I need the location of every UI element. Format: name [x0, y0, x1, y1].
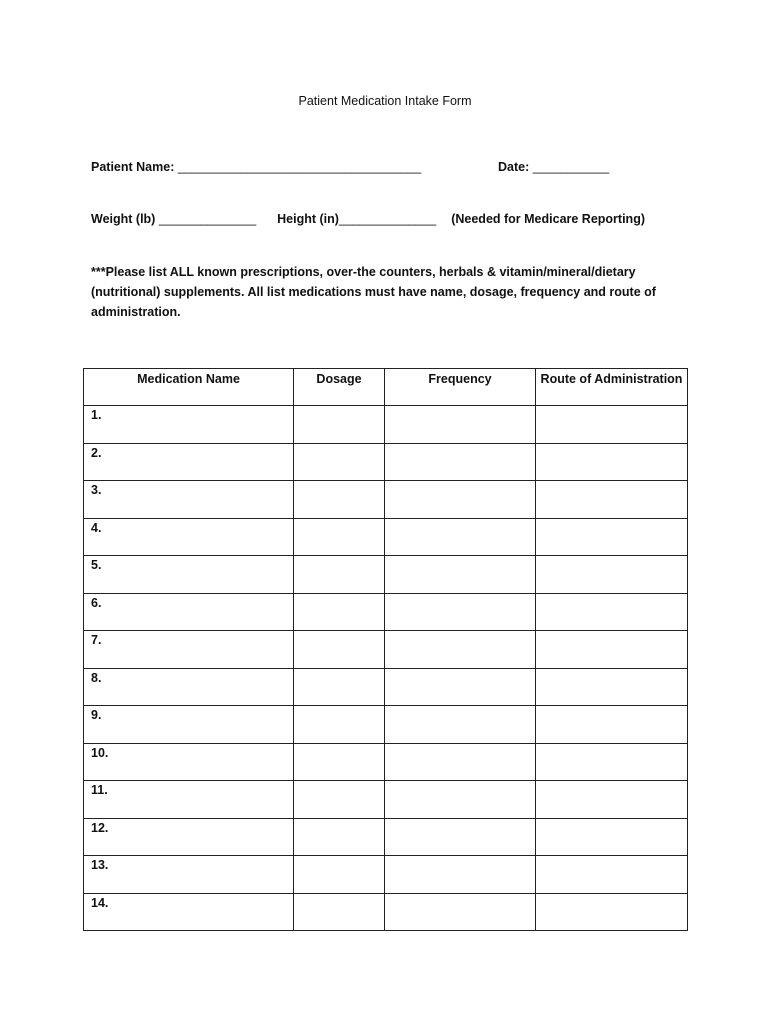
- frequency-cell[interactable]: [385, 856, 536, 894]
- weight-label: Weight (lb): [91, 212, 156, 226]
- dosage-cell[interactable]: [294, 443, 385, 481]
- medication-table: [83, 368, 688, 931]
- page-title: Patient Medication Intake Form: [298, 94, 472, 108]
- frequency-cell[interactable]: [385, 706, 536, 744]
- table-row: [84, 668, 688, 706]
- route-cell[interactable]: [536, 631, 688, 669]
- date-label: Date:: [498, 160, 530, 174]
- instructions-text: ***Please list ALL known prescriptions, over-the counters, herbals & vitamin/mineral/dietary (nutritional) supplements. All list medications must have name, dosage, frequency and route of administration.: [91, 265, 656, 319]
- table-row: [84, 818, 688, 856]
- table-header-row: [84, 369, 688, 406]
- frequency-cell[interactable]: [385, 781, 536, 819]
- medication-name-cell[interactable]: 4.: [84, 518, 294, 556]
- route-cell[interactable]: [536, 443, 688, 481]
- medicare-note: (Needed for Medicare Reporting): [451, 212, 645, 226]
- height-blank[interactable]: ______________: [338, 212, 437, 226]
- frequency-cell[interactable]: [385, 593, 536, 631]
- route-cell[interactable]: [536, 781, 688, 819]
- frequency-cell[interactable]: [385, 443, 536, 481]
- route-cell[interactable]: [536, 518, 688, 556]
- dosage-cell[interactable]: [294, 668, 385, 706]
- medication-name-cell[interactable]: 5.: [84, 556, 294, 594]
- dosage-cell[interactable]: [294, 481, 385, 519]
- table-row: [84, 556, 688, 594]
- medication-name-cell[interactable]: 2.: [84, 443, 294, 481]
- dosage-cell[interactable]: [294, 743, 385, 781]
- frequency-cell[interactable]: [385, 818, 536, 856]
- frequency-cell[interactable]: [385, 631, 536, 669]
- frequency-cell[interactable]: [385, 743, 536, 781]
- header-route: Route of Administration: [536, 369, 688, 406]
- medication-name-cell[interactable]: 14.: [84, 893, 294, 931]
- table-row: [84, 406, 688, 444]
- frequency-cell[interactable]: [385, 556, 536, 594]
- medication-name-cell[interactable]: 10.: [84, 743, 294, 781]
- date-blank[interactable]: ___________: [532, 160, 610, 174]
- table-row: [84, 631, 688, 669]
- medication-name-cell[interactable]: 9.: [84, 706, 294, 744]
- dosage-cell[interactable]: [294, 893, 385, 931]
- weight-height-row: [91, 212, 645, 226]
- frequency-cell[interactable]: [385, 893, 536, 931]
- frequency-cell[interactable]: [385, 668, 536, 706]
- header-frequency: Frequency: [385, 369, 536, 406]
- dosage-cell[interactable]: [294, 593, 385, 631]
- route-cell[interactable]: [536, 856, 688, 894]
- route-cell[interactable]: [536, 593, 688, 631]
- medication-name-cell[interactable]: 6.: [84, 593, 294, 631]
- dosage-cell[interactable]: [294, 631, 385, 669]
- weight-blank[interactable]: ______________: [158, 212, 257, 226]
- route-cell[interactable]: [536, 481, 688, 519]
- route-cell[interactable]: [536, 893, 688, 931]
- table-row: [84, 706, 688, 744]
- header-medication-name: Medication Name: [84, 369, 294, 406]
- dosage-cell[interactable]: [294, 406, 385, 444]
- table-row: [84, 781, 688, 819]
- route-cell[interactable]: [536, 706, 688, 744]
- header-dosage: Dosage: [294, 369, 385, 406]
- table-row: [84, 593, 688, 631]
- medication-name-cell[interactable]: 11.: [84, 781, 294, 819]
- height-label: Height (in): [277, 212, 339, 226]
- medication-name-cell[interactable]: 1.: [84, 406, 294, 444]
- table-row: [84, 443, 688, 481]
- frequency-cell[interactable]: [385, 406, 536, 444]
- dosage-cell[interactable]: [294, 781, 385, 819]
- dosage-cell[interactable]: [294, 556, 385, 594]
- route-cell[interactable]: [536, 556, 688, 594]
- medication-name-cell[interactable]: 8.: [84, 668, 294, 706]
- medication-name-cell[interactable]: 7.: [84, 631, 294, 669]
- frequency-cell[interactable]: [385, 481, 536, 519]
- patient-name-label: Patient Name:: [91, 160, 175, 174]
- route-cell[interactable]: [536, 668, 688, 706]
- table-row: [84, 743, 688, 781]
- dosage-cell[interactable]: [294, 856, 385, 894]
- table-row: [84, 481, 688, 519]
- frequency-cell[interactable]: [385, 518, 536, 556]
- patient-name-field[interactable]: [91, 160, 421, 174]
- date-field[interactable]: [498, 160, 609, 174]
- route-cell[interactable]: [536, 818, 688, 856]
- table-row: [84, 893, 688, 931]
- medication-name-cell[interactable]: 13.: [84, 856, 294, 894]
- patient-name-blank[interactable]: ___________________________________: [177, 160, 422, 174]
- table-row: [84, 518, 688, 556]
- route-cell[interactable]: [536, 743, 688, 781]
- dosage-cell[interactable]: [294, 518, 385, 556]
- table-row: [84, 856, 688, 894]
- dosage-cell[interactable]: [294, 818, 385, 856]
- route-cell[interactable]: [536, 406, 688, 444]
- medication-name-cell[interactable]: 12.: [84, 818, 294, 856]
- dosage-cell[interactable]: [294, 706, 385, 744]
- medication-name-cell[interactable]: 3.: [84, 481, 294, 519]
